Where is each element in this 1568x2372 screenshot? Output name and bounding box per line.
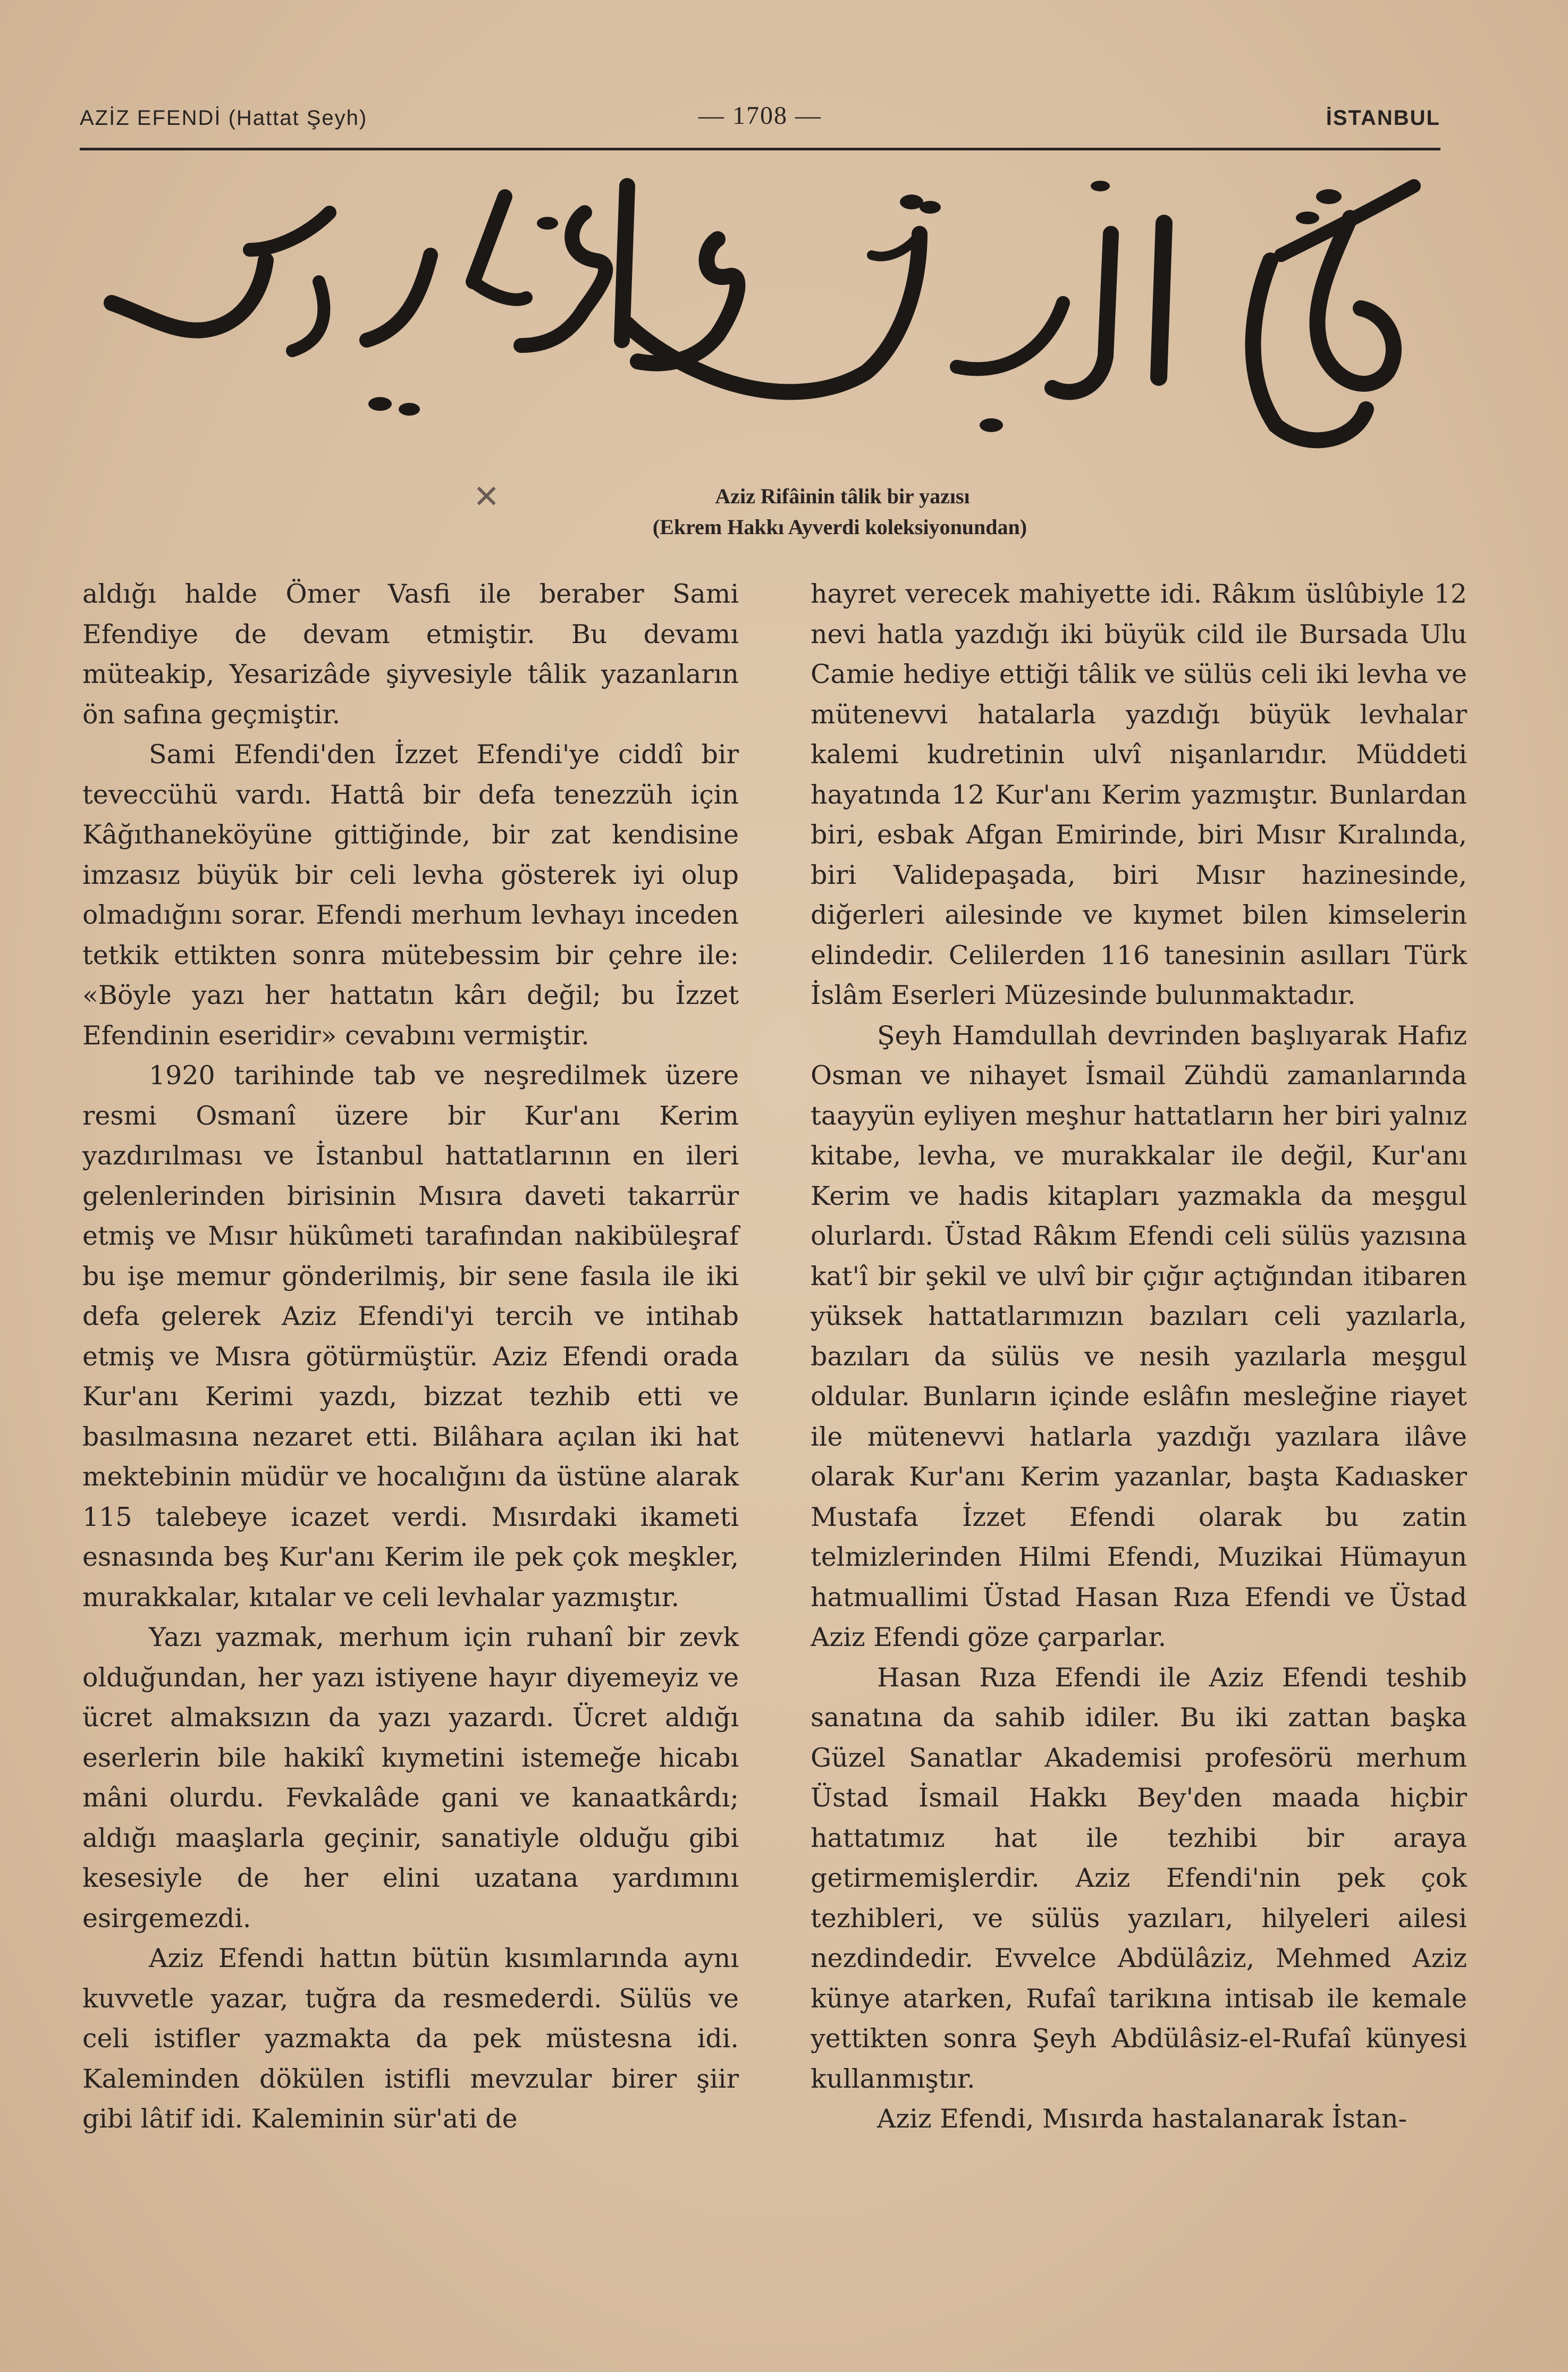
image-caption-line-2: (Ekrem Hakkı Ayverdi koleksiyonundan) — [652, 515, 1027, 539]
paragraph: Aziz Efendi, Mısırda hastalanarak İstan- — [877, 2104, 1407, 2134]
right-column — [811, 574, 1467, 2139]
header-section: İSTANBUL — [1326, 106, 1440, 130]
header-title: AZİZ EFENDİ (Hattat Şeyh) — [80, 106, 368, 130]
page-number: — 1708 — — [698, 102, 822, 130]
image-caption-line-1: Aziz Rifâinin tâlik bir yazısı — [715, 484, 970, 508]
left-column — [82, 574, 739, 2139]
paragraph: Hasan Rıza Efendi ile Aziz Efendi teshib sanatına da sahib idiler. Bu iki zattan başka Güzel Sanatlar Akademisi profesörü merhum Üstad İsmail Hakkı Bey'den maada hiçbir hattatımız hat ile tezhibi bir araya getirmemişlerdir. Aziz Efendi'nin pek çok tezhibleri, ve sülüs yazıları, hilyeleri ailesi nezdindedir. Evvelce Abdülâziz, Mehmed Aziz künye atarken, Rufaî tarikına intisab ile kemale yettikten sonra Şeyh Abdülâsiz-el-Rufaî künyesi kullanmıştır. — [811, 1662, 1467, 2094]
paragraph: aldığı halde Ömer Vasfi ile beraber Sami Efendiye de devam etmiştir. Bu devamı müteakip, Yesarizâde şiyvesiyle tâlik yazanların ön safına geçmiştir. — [82, 579, 739, 730]
paragraph: Yazı yazmak, merhum için ruhanî bir zevk olduğundan, her yazı istiyene hayır diyemeyiz ve ücret almaksızın da yazı yazardı. Ücret aldığı eserlerin bile hakikî kıymetini istemeğe hicabı mâni olurdu. Fevkalâde gani ve kanaatkârdı; aldığı maaşlarla geçinir, sanatiyle olduğu gibi kesesiyle de her elini uzatana yardımını esirgemezdi. — [82, 1622, 739, 1934]
paragraph: hayret verecek mahiyette idi. Râkım üslûbiyle 12 nevi hatla yazdığı iki büyük cild ile Bursada Ulu Camie hediye ettiği tâlik ve sülüs celi iki levha ve mütenevvi hatalarla yazdığı büyük levhalar kalemi kudretinin ulvî nişanlarıdır. Müddeti hayatında 12 Kur'anı Kerim yazmıştır. Bunlardan biri, esbak Afgan Emirinde, biri Mısır Kıralında, biri Validepaşada, biri Mısır hazinesinde, diğerleri ailesinde ve kıymet bilen kimselerin elindedir. Celilerden 116 tanesinin asılları Türk İslâm Eserleri Müzesinde bulunmaktadır. — [811, 579, 1467, 1010]
running-header — [80, 101, 1440, 143]
paragraph: Aziz Efendi hattın bütün kısımlarında aynı kuvvetle yazar, tuğra da resmederdi. Sülüs ve celi istifler yazmakta da pek müstesna idi. Kaleminden dökülen istifli mevzular birer şiir gibi lâtif idi. Kaleminin sür'ati de — [82, 1943, 739, 2134]
paragraph: 1920 tarihinde tab ve neşredilmek üzere resmi Osmanî üzere bir Kur'anı Kerim yazdırılması ve İstanbul hattatlarının en ileri gelenlerinden birisinin Mısıra daveti takarrür etmiş ve Mısır hükûmeti tarafından nakibüleşraf bu işe memur gönderilmiş, bir sene fasıla ile iki defa gelerek Aziz Efendi'yi tercih ve intihab etmiş ve Mısra götürmüştür. Aziz Efendi orada Kur'anı Kerimi yazdı, bizzat tezhib etti ve basılmasına nezaret etti. Bilâhara açılan iki hat mektebinin müdür ve hocalığını da üstüne alarak 115 talebeye icazet verdi. Mısırdaki ikameti esnasında beş Kur'anı Kerim ile pek çok meşkler, murakkalar, kıtalar ve celi levhalar yazmıştır. — [82, 1060, 739, 1613]
pencil-x-mark: ✕ — [473, 478, 500, 516]
paragraph: Şeyh Hamdullah devrinden başlıyarak Hafız Osman ve nihayet İsmail Zühdü zamanlarında taayyün eyliyen meşhur hattatların her biri yalnız kitabe, levha, ve murakkalar ile değil, Kur'anı Kerim ve hadis kitapları yazmakla da meşgul olurlardı. Üstad Râkım Efendi celi sülüs yazısına kat'î bir şekil ve ulvî bir çığır açtığından itibaren yüksek hattatlarımızın bazıları celi yazılarla, bazıları da sülüs ve nesih yazılarla meşgul oldular. Bunların içinde eslâfın mesleğine riayet ile mütenevvi hatlarla yazdığı yazılara ilâve olarak Kur'anı Kerim yazanlar, başta Kadıasker Mustafa İzzet Efendi olarak bu zatin telmizlerinden Hilmi Efendi, Muzikai Hümayun hatmuallimi Üstad Hasan Rıza Efendi ve Üstad Aziz Efendi göze çarparlar. — [811, 1020, 1467, 1652]
calligraphy-image — [90, 175, 1435, 473]
header-rule — [80, 148, 1440, 150]
paragraph: Sami Efendi'den İzzet Efendi'ye ciddî bir teveccühü vardı. Hattâ bir defa tenezzüh için Kâğıthaneköyüne gittiğinde, bir zat kendisine imzasız büyük bir celi levha gösterek iyi olup olmadığını sorar. Efendi merhum levhayı inceden tetkik ettikten sonra mütebessim bir çehre ile: «Böyle yazı her hattatın kârı değil; bu İzzet Efendinin eseridir» cevabını vermiştir. — [82, 739, 739, 1051]
